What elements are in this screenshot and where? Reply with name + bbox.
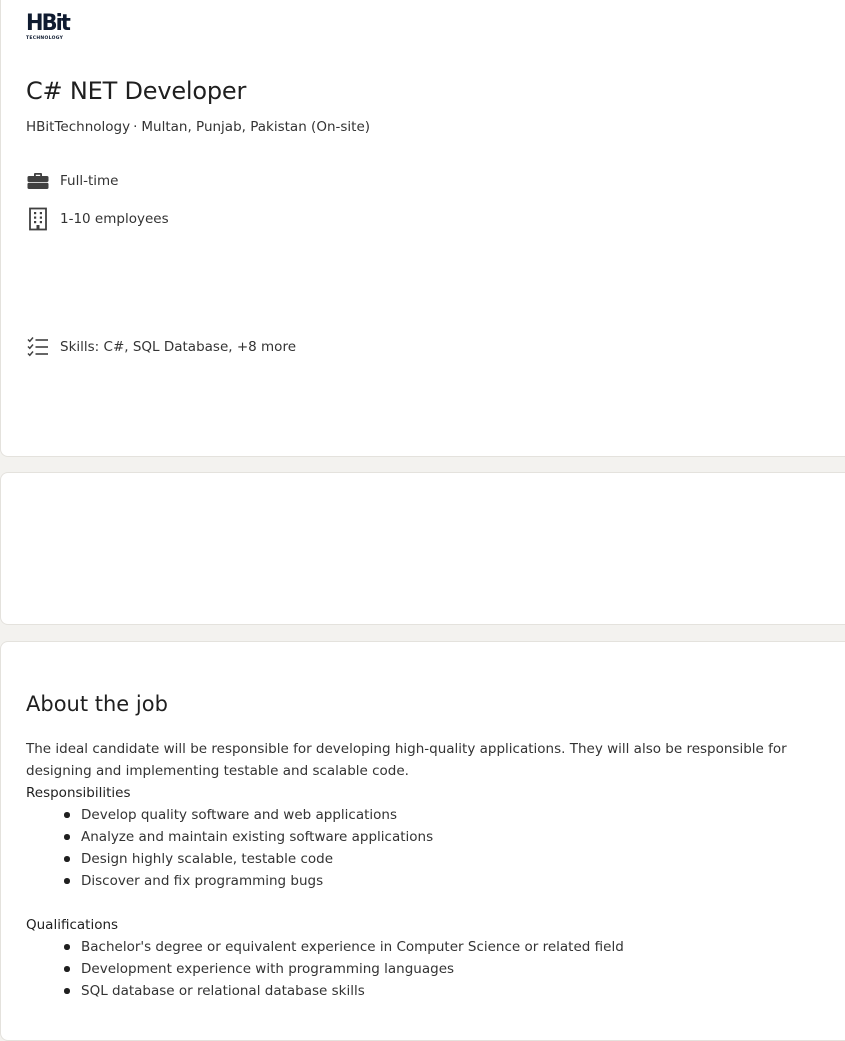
company-location-line (26, 119, 370, 135)
list-item: Bachelor's degree or equivalent experience in Computer Science or related field (81, 936, 816, 958)
about-job-title: About the job (26, 692, 168, 716)
qualifications-heading: Qualifications (26, 917, 119, 933)
list-item: Discover and fix programming bugs (81, 870, 816, 892)
employment-type-label: Full-time (60, 173, 119, 189)
company-name-link[interactable]: HBitTechnology (26, 119, 131, 135)
qualifications-list (26, 936, 816, 1002)
job-intro: The ideal candidate will be responsible for developing high-quality applications. They will also be responsible for designing and implementing testable and scalable code. (26, 741, 787, 779)
checklist-icon (26, 335, 50, 359)
company-logo[interactable] (26, 13, 78, 47)
responsibilities-list (26, 804, 816, 892)
insight-employment-type (26, 169, 118, 193)
company-logo-text: HBit (26, 11, 69, 36)
list-item: Design highly scalable, testable code (81, 848, 816, 870)
responsibilities-heading: Responsibilities (26, 785, 131, 801)
about-job-card (0, 641, 845, 1041)
skills-label: Skills: C#, SQL Database, +8 more (60, 339, 296, 355)
job-location: Multan, Punjab, Pakistan (On-site) (141, 119, 371, 135)
list-item: Analyze and maintain existing software applications (81, 826, 816, 848)
middle-card (0, 472, 845, 625)
separator: · (133, 119, 138, 135)
insight-company-size (26, 207, 169, 231)
briefcase-icon (26, 169, 50, 193)
job-description (26, 738, 816, 1002)
company-size-label: 1-10 employees (60, 211, 169, 227)
insight-skills[interactable] (26, 335, 296, 359)
spacer (26, 892, 816, 914)
list-item: SQL database or relational database skills (81, 980, 816, 1002)
job-title: C# NET Developer (26, 77, 247, 105)
building-icon (26, 207, 50, 231)
job-top-card (0, 0, 845, 457)
list-item: Develop quality software and web applications (81, 804, 816, 826)
company-logo-subtext: TECHNOLOGY (26, 36, 64, 41)
list-item: Development experience with programming languages (81, 958, 816, 980)
